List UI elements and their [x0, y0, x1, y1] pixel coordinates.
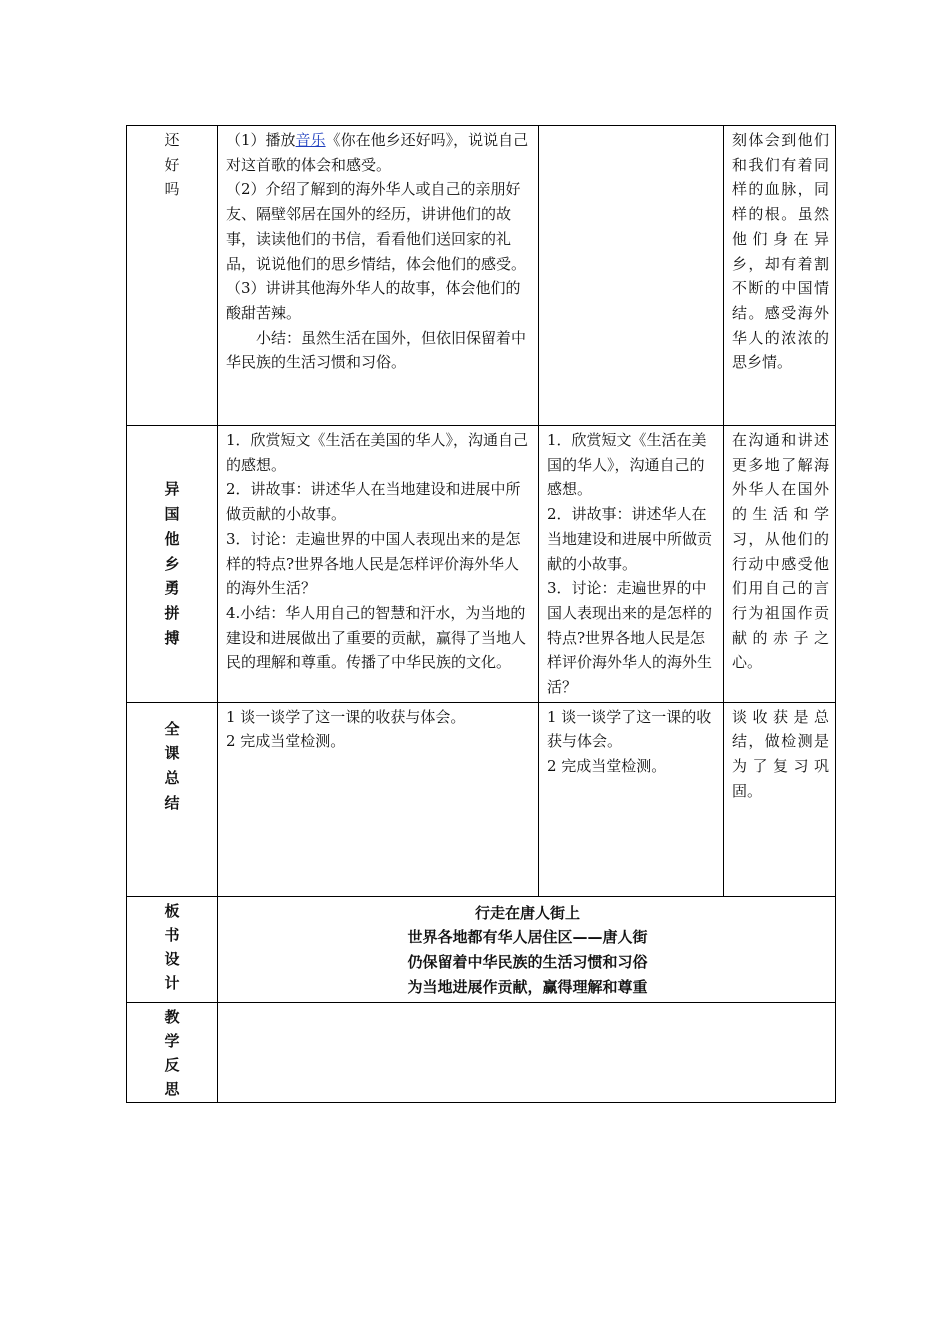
teacher-step-2: （2）介绍了解到的海外华人或自己的亲朋好友、隔壁邻居在国外的经历，讲讲他们的故事，读读他们的书信，看看他们送回家的礼品，说说他们的思乡情结，体会他们的感受。: [226, 180, 527, 273]
student-activity-cell: [539, 426, 724, 703]
label-char: 拼: [164, 603, 180, 622]
teacher-step-1: [226, 128, 532, 177]
reflection-cell: [218, 1002, 836, 1102]
label-char: 全: [164, 719, 180, 738]
row-label: [127, 1002, 218, 1102]
label-char: 他: [164, 529, 180, 548]
teacher-activity-cell: [218, 126, 539, 426]
label-char: 计: [164, 973, 180, 992]
teacher-step: 1．欣赏短文《生活在美国的华人》，沟通自己的感想。: [226, 431, 529, 474]
step-text: （1）播放: [226, 131, 296, 149]
label-char: 异: [164, 480, 180, 499]
design-intent-cell: 在沟通和讲述更多地了解海外华人在国外的生活和学习，从他们的行动中感受他们用自己的言行为祖国作贡献的赤子之心。: [724, 426, 836, 703]
row-label: [127, 426, 218, 703]
label-char: 设: [164, 949, 180, 968]
label-char: 搏: [164, 628, 180, 647]
label-char: 思: [164, 1079, 180, 1098]
board-line: 行走在唐人街上: [474, 903, 580, 922]
label-char: 课: [164, 744, 180, 763]
teacher-step: 2 完成当堂检测。: [226, 732, 346, 751]
student-step: 2 完成当堂检测。: [547, 757, 667, 776]
board-line: 世界各地都有华人居住区——唐人街: [407, 928, 648, 947]
step-text: 《你在他乡还好吗》，说说自己对这首歌的体会和感受。: [226, 131, 529, 174]
teacher-step: 4.小结：华人用自己的智慧和汗水，为当地的建设和进展做出了重要的贡献，赢得了当地人民的理解和尊重。传播了中华民族的文化。: [226, 603, 527, 672]
board-design-cell: [218, 896, 836, 1002]
board-line: 仍保留着中华民族的生活习惯和习俗: [407, 953, 648, 972]
row-board-design: [127, 896, 836, 1002]
label-char: 书: [164, 925, 180, 944]
label-char: 勇: [164, 579, 180, 598]
student-step: 2．讲故事：讲述华人在当地建设和进展中所做贡献的小故事。: [547, 505, 713, 573]
student-step: 1 谈一谈学了这一课的收获与体会。: [547, 707, 712, 751]
design-intent-cell: 谈收获是总结，做检测是为了复习巩固。: [724, 702, 836, 896]
label-char: 吗: [164, 180, 180, 199]
row-teaching-reflection: [127, 1002, 836, 1102]
label-char: 好: [164, 155, 180, 174]
row-label: [127, 702, 218, 896]
label-char: 乡: [164, 554, 180, 573]
board-line: 为当地进展作贡献，赢得理解和尊重: [407, 977, 648, 996]
teacher-activity-cell: [218, 426, 539, 703]
row-struggle-abroad: [127, 426, 836, 703]
music-link[interactable]: 音乐: [295, 131, 326, 149]
teacher-step: 1 谈一谈学了这一课的收获与体会。: [226, 707, 466, 726]
label-char: 总: [164, 769, 180, 788]
teacher-step: 3．讨论：走遍世界的中国人表现出来的是怎样的特点?世界各地人民是怎样评价海外华人的海外生活？: [226, 529, 521, 598]
teacher-step: 2．讲故事：讲述华人在当地建设和进展中所做贡献的小故事。: [226, 480, 521, 524]
label-char: 结: [164, 793, 180, 812]
label-char: 还: [164, 131, 180, 149]
label-char: 教: [164, 1007, 180, 1026]
label-char: 国: [164, 505, 180, 524]
teacher-activity-cell: [218, 702, 539, 896]
student-activity-cell: [539, 126, 724, 426]
student-step: 3．讨论：走遍世界的中国人表现出来的是怎样的特点?世界各地人民是怎样评价海外华人的海外生活？: [547, 579, 713, 697]
teacher-step-3: （3）讲讲其他海外华人的故事，体会他们的酸甜苦辣。: [226, 279, 521, 322]
row-label: [127, 896, 218, 1002]
teacher-summary: 小结：虽然生活在国外，但依旧保留着中华民族的生活习惯和习俗。: [226, 328, 527, 372]
lesson-plan-table: [126, 125, 836, 1103]
student-step: 1．欣赏短文《生活在美国的华人》，沟通自己的感想。: [547, 431, 707, 499]
row-how-are-you: [127, 126, 836, 426]
row-lesson-summary: [127, 702, 836, 896]
design-intent-cell: 刻体会到他们和我们有着同样的血脉，同样的根。虽然他们身在异乡，却有着割不断的中国情结。感受海外华人的浓浓的思乡情。: [724, 126, 836, 426]
student-activity-cell: [539, 702, 724, 896]
label-char: 学: [164, 1031, 180, 1050]
label-char: 反: [164, 1055, 180, 1074]
row-label: [127, 126, 218, 426]
label-char: 板: [164, 901, 180, 920]
